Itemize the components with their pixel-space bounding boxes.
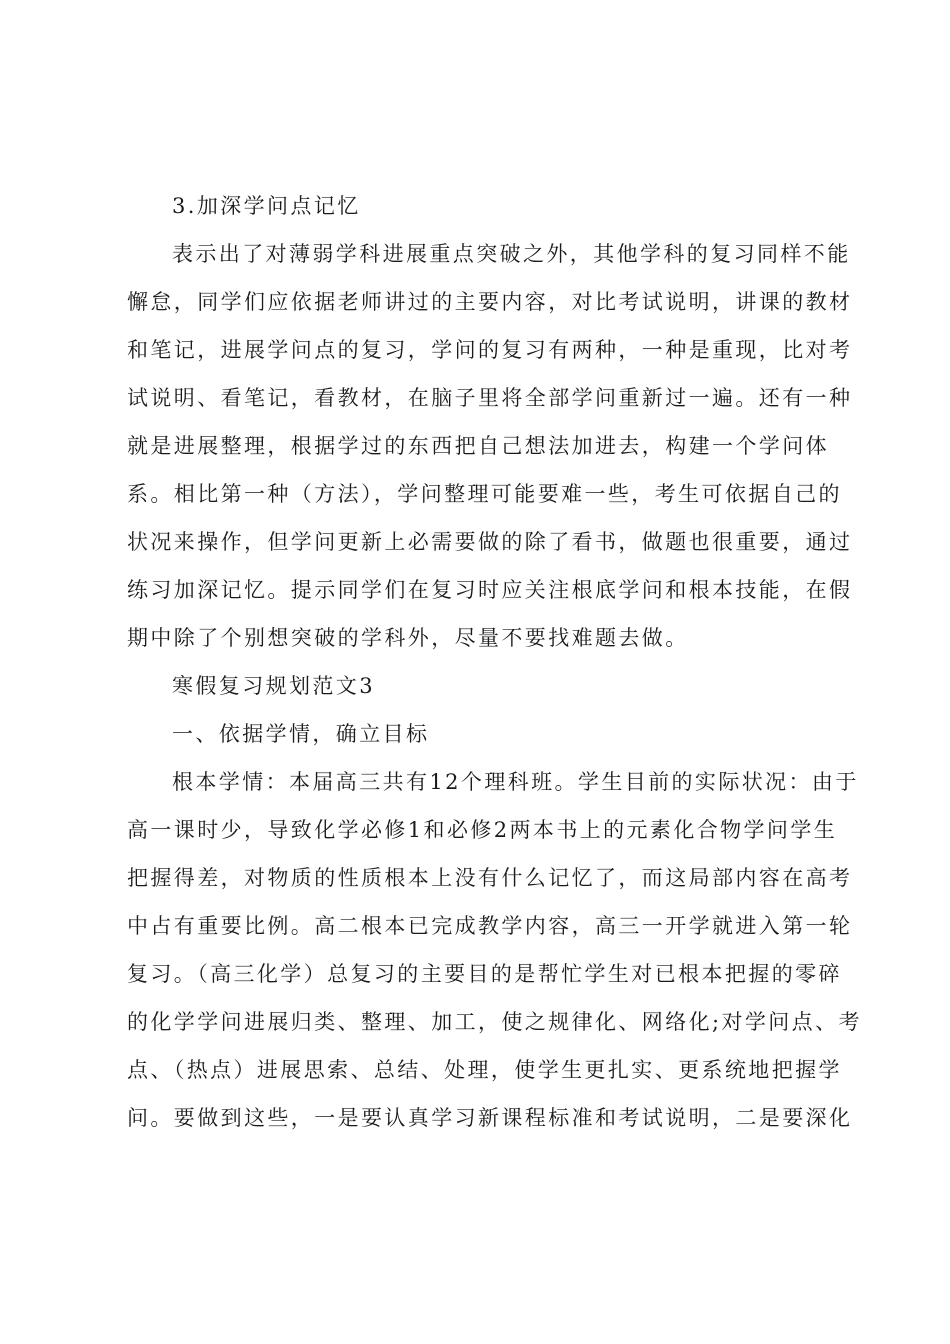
article-subheading: 一、依据学情，确立目标 (172, 722, 430, 746)
paragraph-line: 系。相比第一种（方法），学问整理可能要难一些，考生可依据自己的 (127, 482, 842, 506)
paragraph-line: 问。要做到这些，一是要认真学习新课程标准和考试说明，二是要深化 (127, 1106, 853, 1130)
paragraph-line: 根本学情：本届高三共有12个理科班。学生目前的实际状况：由于 (172, 770, 859, 794)
paragraph-line: 的化学学问进展归类、整理、加工，使之规律化、网络化;对学问点、考 (127, 1010, 862, 1034)
paragraph-line: 高一课时少，导致化学必修1和必修2两本书上的元素化合物学问学生 (127, 818, 838, 842)
paragraph-line: 点、（热点）进展思索、总结、处理，使学生更扎实、更系统地把握学 (127, 1058, 842, 1082)
paragraph-line: 复习。（高三化学）总复习的主要目的是帮忙学生对已根本把握的零碎 (127, 962, 842, 986)
paragraph-line: 把握得差，对物质的性质根本上没有什么记忆了，而这局部内容在高考 (127, 866, 853, 890)
paragraph-line: 懈怠，同学们应依据老师讲过的主要内容，对比考试说明，讲课的教材 (127, 290, 853, 314)
paragraph-line: 期中除了个别想突破的学科外，尽量不要找难题去做。 (127, 626, 689, 650)
paragraph-line: 表示出了对薄弱学科进展重点突破之外，其他学科的复习同样不能 (172, 242, 851, 266)
paragraph-line: 就是进展整理，根据学过的东西把自己想法加进去，构建一个学问体 (127, 434, 829, 458)
paragraph-line: 和笔记，进展学问点的复习，学问的复习有两种，一种是重现，比对考 (127, 338, 853, 362)
paragraph-line: 练习加深记忆。提示同学们在复习时应关注根底学问和根本技能，在假 (127, 578, 853, 602)
section-heading: 3.加深学问点记忆 (172, 194, 361, 218)
article-title: 寒假复习规划范文3 (172, 674, 375, 698)
paragraph-line: 状况来操作，但学问更新上必需要做的除了看书，做题也很重要，通过 (127, 530, 853, 554)
paragraph-line: 试说明、看笔记，看教材，在脑子里将全部学问重新过一遍。还有一种 (127, 386, 853, 410)
paragraph-line: 中占有重要比例。高二根本已完成教学内容，高三一开学就进入第一轮 (127, 914, 853, 938)
